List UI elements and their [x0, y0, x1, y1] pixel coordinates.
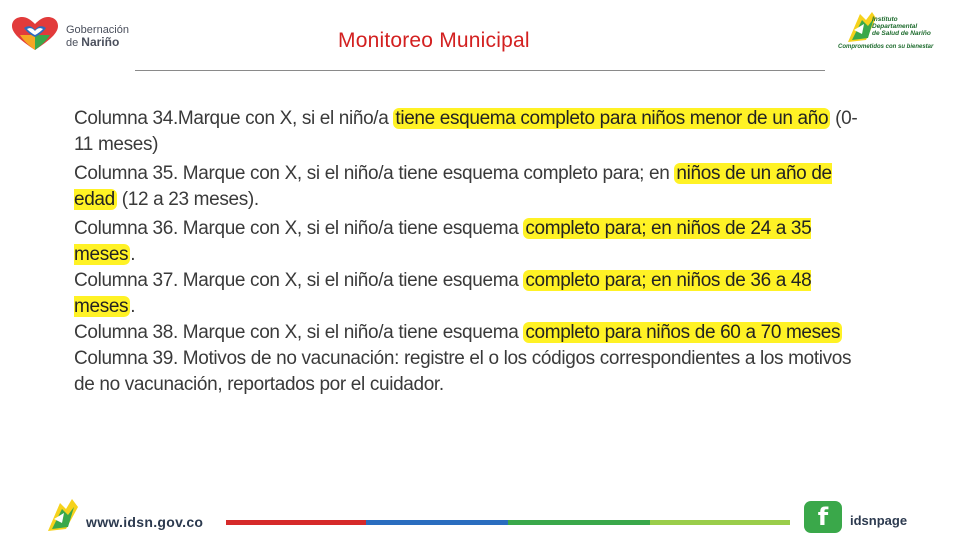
idsn-tagline: Comprometidos con su bienestar — [838, 44, 934, 50]
paragraph-column-35 — [74, 161, 874, 213]
p3-highlight: completo para; en niños de 24 a 35 meses — [74, 218, 812, 265]
gobernacion-text — [66, 24, 129, 49]
p2-post: (12 a 23 meses). — [116, 189, 259, 210]
p5-highlight: completo para niños de 60 a 70 meses — [525, 322, 841, 343]
footer-idsn-logo-icon — [44, 497, 80, 533]
paragraph-column-34 — [74, 106, 874, 158]
facebook-handle[interactable]: idsnpage — [850, 513, 908, 528]
paragraph-column-36 — [74, 216, 874, 268]
p4-pre: Columna 37. Marque con X, si el niño/a tiene esquema — [74, 270, 524, 291]
p1-post: (0-11 meses) — [74, 108, 858, 155]
gobernacion-logo — [10, 14, 150, 54]
idsn-line-2: Departamental — [872, 23, 918, 30]
footer-bar-red — [226, 520, 366, 525]
header-divider — [135, 70, 825, 71]
footer-bar-lightgreen — [650, 520, 790, 525]
website-link[interactable]: www.idsn.gov.co — [86, 514, 204, 530]
page-title: Monitoreo Municipal — [338, 29, 530, 52]
gobernacion-line2-prefix: de — [66, 37, 82, 49]
gobernacion-line2-bold: Nariño — [81, 35, 120, 49]
p3-post: . — [130, 244, 136, 265]
footer-bar-green — [508, 520, 650, 525]
idsn-name — [872, 16, 931, 37]
gobernacion-line1: Gobernación — [66, 24, 129, 36]
p2-highlight: niños de un año de edad — [74, 163, 832, 210]
p1-pre: Columna 34.Marque con X, si el niño/a — [74, 108, 394, 129]
p2-pre: Columna 35. Marque con X, si el niño/a tiene esquema completo para; en — [74, 163, 675, 184]
idsn-line-3: de Salud de Nariño — [872, 30, 931, 37]
p4-post: . — [130, 296, 136, 317]
heart-logo-icon — [10, 16, 60, 52]
paragraph-column-39: Columna 39. Motivos de no vacunación: registre el o los códigos correspondientes a los motivos de no vacunación, reportados por el cuidador. — [74, 348, 852, 395]
p4-highlight: completo para; en niños de 36 a 48 meses — [74, 270, 812, 317]
footer-bar-blue — [366, 520, 508, 525]
idsn-line-1: Instituto — [872, 16, 898, 23]
p5-pre: Columna 38. Marque con X, si el niño/a tiene esquema — [74, 322, 524, 343]
paragraph-column-38 — [74, 320, 874, 346]
p1-highlight: tiene esquema completo para niños menor de un año — [395, 108, 829, 129]
paragraph-column-37 — [74, 268, 874, 320]
facebook-icon[interactable]: f — [804, 501, 842, 533]
instructions-text — [74, 106, 874, 398]
idsn-logo — [836, 10, 948, 58]
p3-pre: Columna 36. Marque con X, si el niño/a tiene esquema — [74, 218, 524, 239]
